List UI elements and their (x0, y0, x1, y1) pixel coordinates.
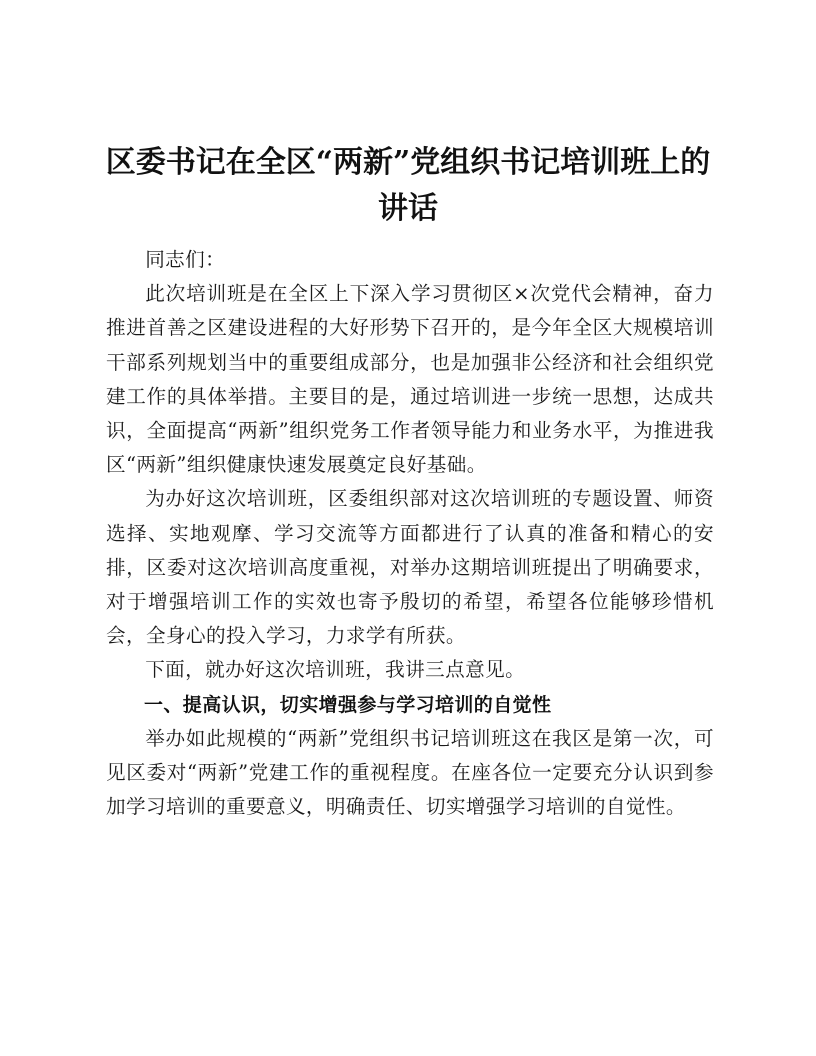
body-paragraph-3: 下面，就办好这次培训班，我讲三点意见。 (145, 658, 526, 682)
section-heading-1: 一、提高认识，切实增强参与学习培训的自觉性 (144, 693, 552, 716)
document-title: 区委书记在全区“两新”党组织书记培训班上的讲话 (105, 145, 711, 226)
body-paragraph-1: 此次培训班是在全区上下深入学习贯彻区×次党代会精神，奋力推进首善之区建设进程的大好形势下召开的，是今年全区大规模培训干部系列规划当中的重要组成部分，也是加强非公经济和社会组织党建工作的具体举措。主要目的是，通过培训进一步统一思想，达成共识，全面提高“两新”组织党务工作者领导能力和业务水平，为推进我区“两新”组织健康快速发展奠定良好基础。 (106, 282, 714, 477)
section-1-paragraph: 举办如此规模的“两新”党组织书记培训班这在我区是第一次，可见区委对“两新”党建工作的重视程度。在座各位一定要充分认识到参加学习培训的重要意义，明确责任、切实增强学习培训的自觉性。 (106, 726, 714, 819)
greeting: 同志们： (145, 248, 226, 271)
body-paragraph-2: 为办好这次培训班，区委组织部对这次培训班的专题设置、师资选择、实地观摩、学习交流等方面都进行了认真的准备和精心的安排，区委对这次培训高度重视，对举办这期培训班提出了明确要求，对于增强培训工作的实效也寄予殷切的希望，希望各位能够珍惜机会，全身心的投入学习，力求学有所获。 (106, 487, 714, 648)
document-body (106, 243, 714, 824)
